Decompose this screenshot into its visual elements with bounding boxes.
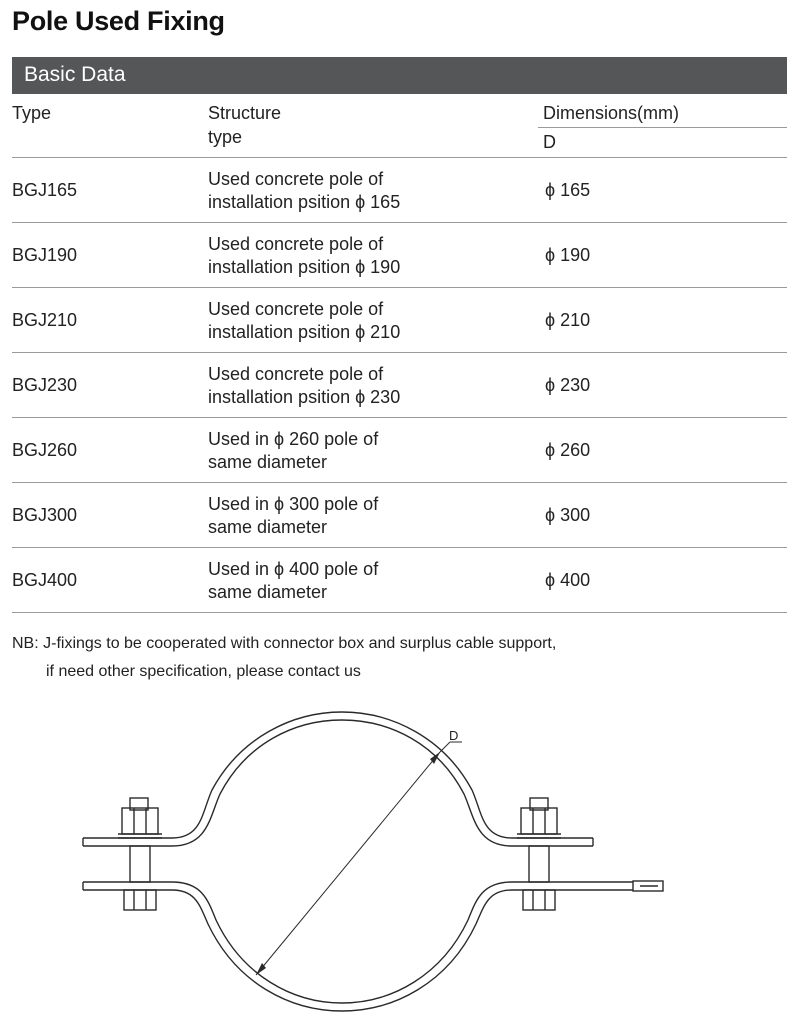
table-row: [12, 418, 787, 483]
cell-type: BGJ210: [12, 310, 78, 330]
header-structure-type: type: [208, 127, 243, 147]
cell-structure: Used in ϕ 260 pole of same diameter: [208, 429, 379, 472]
diameter-line: [256, 752, 440, 975]
left-bolt: [118, 798, 162, 910]
header-type: Type: [12, 103, 52, 123]
note-line-1: NB: J-fixings to be cooperated with connector box and surplus cable support,: [12, 635, 557, 652]
cell-dimension: ϕ 165: [545, 180, 591, 200]
cell-structure: Used concrete pole of installation psition ϕ 230: [208, 364, 401, 407]
header-subrule: [538, 127, 787, 128]
table-row: [12, 353, 787, 418]
cell-structure: Used concrete pole of installation psition ϕ 210: [208, 299, 401, 342]
cell-dimension: ϕ 400: [545, 570, 591, 590]
cell-structure: Used concrete pole of installation psition ϕ 165: [208, 169, 401, 212]
header-dimensions: Dimensions(mm): [543, 103, 680, 123]
note-line-2: if need other specification, please contact us: [46, 663, 361, 680]
cell-dimension: ϕ 230: [545, 375, 591, 395]
upper-strap: [83, 712, 593, 838]
section-header-bar: [12, 57, 787, 94]
header-d: D: [543, 132, 556, 152]
header-structure: Structure: [208, 103, 282, 123]
cell-structure: Used in ϕ 400 pole of same diameter: [208, 559, 379, 602]
lower-strap: [83, 882, 633, 1003]
table-row: [12, 158, 787, 223]
cell-dimension: ϕ 260: [545, 440, 591, 460]
diameter-label: D: [449, 728, 459, 743]
cell-structure: Used concrete pole of installation psition ϕ 190: [208, 234, 401, 277]
cell-type: BGJ165: [12, 180, 78, 200]
cell-type: BGJ230: [12, 375, 78, 395]
table-row: [12, 548, 787, 613]
lower-strap-inner: [83, 890, 633, 1011]
pole-fixing-drawing: [0, 700, 800, 1018]
cell-dimension: ϕ 210: [545, 310, 591, 330]
page-title: Pole Used Fixing: [12, 6, 225, 36]
table-row: [12, 223, 787, 288]
cell-dimension: ϕ 300: [545, 505, 591, 525]
table-row: [12, 288, 787, 353]
cell-type: BGJ400: [12, 570, 78, 590]
cell-structure: Used in ϕ 300 pole of same diameter: [208, 494, 379, 537]
table-row: [12, 483, 787, 548]
right-bolt: [517, 798, 561, 910]
upper-strap-inner: [83, 720, 593, 846]
cell-type: BGJ260: [12, 440, 78, 460]
cell-type: BGJ190: [12, 245, 78, 265]
cell-type: BGJ300: [12, 505, 78, 525]
cell-dimension: ϕ 190: [545, 245, 591, 265]
section-header-label: Basic Data: [24, 63, 126, 86]
row-rule: [12, 612, 787, 613]
